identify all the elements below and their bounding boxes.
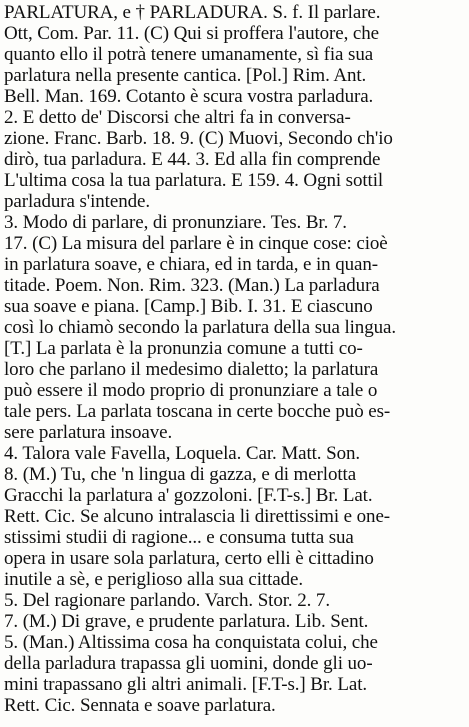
text-line: [T.] La parlata è la pronunzia comune a tutti co-: [4, 338, 363, 359]
text-line: L'ultima cosa la tua parlatura. E 159. 4. Ogni sottil: [4, 170, 384, 191]
text-line: mini trapassano gli altri animali. [F.T-s.] Br. Lat.: [4, 674, 368, 695]
text-line: sere parlatura insoave.: [4, 422, 173, 443]
text-line: sua soave e piana. [Camp.] Bib. I. 31. E ciascuno: [4, 296, 373, 317]
text-line: Rett. Cic. Se alcuno intralascia li direttissimi e one-: [4, 506, 391, 527]
text-line: Rett. Cic. Sennata e soave parlatura.: [4, 695, 276, 716]
text-line: Gracchi la parlatura a' gozzoloni. [F.T-s.] Br. Lat.: [4, 485, 373, 506]
text-line: 5. Del ragionare parlando. Varch. Stor. 2. 7.: [4, 590, 330, 611]
text-line: stissimi studii di ragione... e consuma tutta sua: [4, 527, 354, 548]
text-line: 3. Modo di parlare, di pronunziare. Tes. Br. 7.: [4, 212, 347, 233]
text-line: 7. (M.) Di grave, e prudente parlatura. Lib. Sent.: [4, 611, 369, 632]
text-line: 8. (M.) Tu, che 'n lingua di gazza, e di merlotta: [4, 464, 357, 485]
text-line: 2. E detto de' Discorsi che altri fa in conversa-: [4, 107, 351, 128]
text-line: dirò, tua parladura. E 44. 3. Ed alla fin comprende: [4, 149, 381, 170]
text-line: 4. Talora vale Favella, Loquela. Car. Matt. Son.: [4, 443, 361, 464]
text-line: loro che parlano il medesimo dialetto; la parlatura: [4, 359, 379, 380]
text-line: parladura s'intende.: [4, 191, 150, 212]
text-line: zione. Franc. Barb. 18. 9. (C) Muovi, Secondo ch'io: [4, 128, 393, 149]
text-line: Ott, Com. Par. 11. (C) Qui si proffera l'autore, che: [4, 23, 379, 44]
text-line: in parlatura soave, e chiara, ed in tarda, e in quan-: [4, 254, 378, 275]
text-line: tale pers. La parlata toscana in certe bocche può es-: [4, 401, 391, 422]
text-line: 17. (C) La misura del parlare è in cinque cose: cioè: [4, 233, 388, 254]
text-line: quanto ello il potrà tenere umanamente, sì fia sua: [4, 44, 374, 65]
text-line: inutile a sè, e periglioso alla sua cittade.: [4, 569, 303, 590]
text-line: della parladura trapassa gli uomini, donde gli uo-: [4, 653, 373, 674]
text-line: può essere il modo proprio di pronunziare a tale o: [4, 380, 378, 401]
text-line: parlatura nella presente cantica. [Pol.] Rim. Ant.: [4, 65, 367, 86]
text-line: PARLATURA, e † PARLADURA. S. f. Il parlare.: [4, 2, 381, 23]
text-line: titade. Poem. Non. Rim. 323. (Man.) La parladura: [4, 275, 380, 296]
text-line: opera in usare sola parlatura, certo elli è cittadino: [4, 548, 374, 569]
text-line: Bell. Man. 169. Cotanto è scura vostra parladura.: [4, 86, 374, 107]
text-line: così lo chiamò secondo la parlatura della sua lingua.: [4, 317, 396, 338]
text-line: 5. (Man.) Altissima cosa ha conquistata colui, che: [4, 632, 378, 653]
